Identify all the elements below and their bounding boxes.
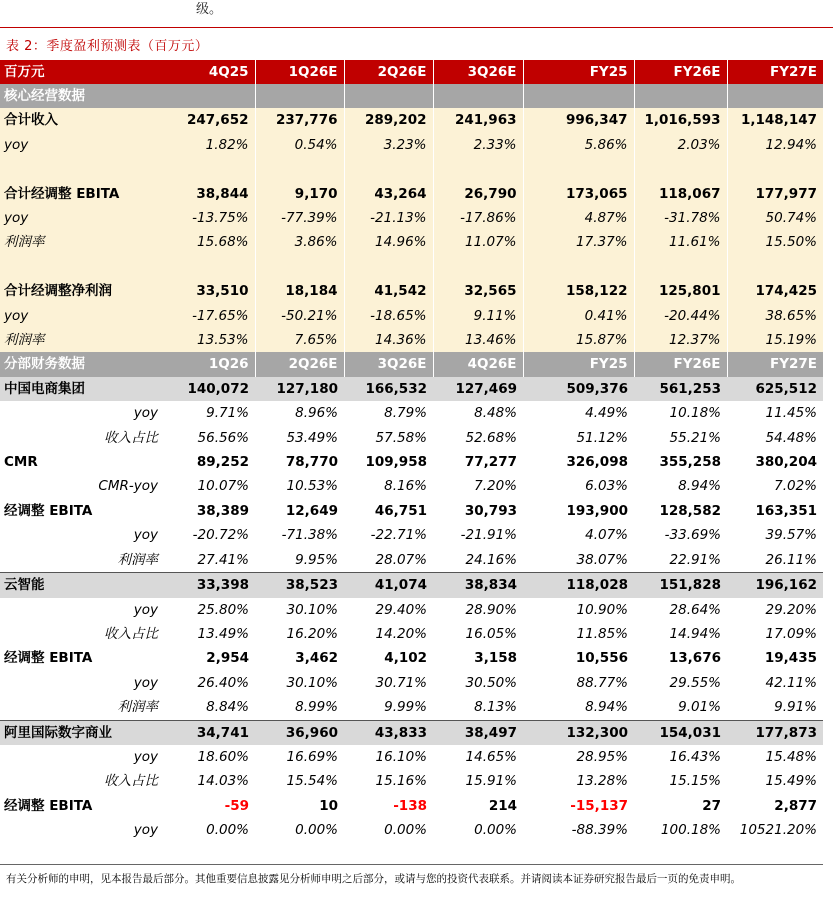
table-cell: 561,253 xyxy=(634,377,727,401)
table-cell: 26.11% xyxy=(727,548,823,573)
table-cell: 29.20% xyxy=(727,598,823,622)
table-row xyxy=(0,304,823,328)
table-cell: 16.20% xyxy=(255,622,344,646)
column-header: FY25 xyxy=(523,60,634,84)
table-cell: 12,649 xyxy=(255,499,344,523)
table-cell: 0.00% xyxy=(255,818,344,842)
table-cell: 11.07% xyxy=(433,230,523,254)
table-cell: 2.03% xyxy=(634,133,727,157)
table-cell: 8.48% xyxy=(433,401,523,425)
table-cell: 1,148,147 xyxy=(727,108,823,132)
spacer-row xyxy=(0,157,823,181)
table-cell: 14.20% xyxy=(344,622,433,646)
table-cell: 193,900 xyxy=(523,499,634,523)
table-cell xyxy=(166,157,255,181)
header-row xyxy=(0,60,823,84)
table-cell: -59 xyxy=(166,794,255,818)
table-cell: -138 xyxy=(344,794,433,818)
column-header: FY27E xyxy=(727,352,823,376)
row-label: 利润率 xyxy=(0,328,166,352)
table-cell: 15.48% xyxy=(727,745,823,769)
table-cell: 38,834 xyxy=(433,573,523,598)
table-cell xyxy=(634,255,727,279)
table-cell: 38.65% xyxy=(727,304,823,328)
table-row xyxy=(0,182,823,206)
table-cell: 22.91% xyxy=(634,548,727,573)
table-cell xyxy=(344,255,433,279)
table-cell: 30,793 xyxy=(433,499,523,523)
table-row xyxy=(0,206,823,230)
column-header: FY27E xyxy=(727,60,823,84)
table-cell: 177,977 xyxy=(727,182,823,206)
column-header: FY26E xyxy=(634,60,727,84)
table-cell: 4,102 xyxy=(344,646,433,670)
table-cell: 3,158 xyxy=(433,646,523,670)
table-cell: 15.19% xyxy=(727,328,823,352)
table-cell: 28.90% xyxy=(433,598,523,622)
table-row xyxy=(0,695,823,720)
table-row xyxy=(0,450,823,474)
table-cell: 151,828 xyxy=(634,573,727,598)
table-cell: 88.77% xyxy=(523,671,634,695)
table-cell: 0.00% xyxy=(344,818,433,842)
table-cell: 41,074 xyxy=(344,573,433,598)
row-label: 利润率 xyxy=(0,695,166,720)
table-cell: 15.16% xyxy=(344,769,433,793)
row-label: 中国电商集团 xyxy=(0,377,166,401)
table-cell: 100.18% xyxy=(634,818,727,842)
forecast-table xyxy=(0,60,823,843)
table-cell: 128,582 xyxy=(634,499,727,523)
table-cell: 15.87% xyxy=(523,328,634,352)
table-cell: 4.49% xyxy=(523,401,634,425)
table-cell: 127,469 xyxy=(433,377,523,401)
row-label: 合计经调整净利润 xyxy=(0,279,166,303)
table-cell xyxy=(433,255,523,279)
table-cell: 10521.20% xyxy=(727,818,823,842)
table-cell: 26,790 xyxy=(433,182,523,206)
table-row xyxy=(0,622,823,646)
table-cell: 118,028 xyxy=(523,573,634,598)
table-cell: -22.71% xyxy=(344,523,433,547)
table-cell: 38,844 xyxy=(166,182,255,206)
table-row xyxy=(0,818,823,842)
table-cell: 14.96% xyxy=(344,230,433,254)
table-cell: 15.54% xyxy=(255,769,344,793)
table-cell: 7.65% xyxy=(255,328,344,352)
table-row xyxy=(0,794,823,818)
table-cell: 43,833 xyxy=(344,720,433,745)
table-cell: 14.94% xyxy=(634,622,727,646)
table-cell: 10.53% xyxy=(255,474,344,498)
table-cell: 11.61% xyxy=(634,230,727,254)
table-cell: 9.11% xyxy=(433,304,523,328)
table-cell: 10.90% xyxy=(523,598,634,622)
table-cell: -20.44% xyxy=(634,304,727,328)
table-cell: 30.10% xyxy=(255,671,344,695)
table-cell: 12.94% xyxy=(727,133,823,157)
table-cell: -21.91% xyxy=(433,523,523,547)
row-label: 经调整 EBITA xyxy=(0,646,166,670)
table-cell: 16.05% xyxy=(433,622,523,646)
table-cell: 54.48% xyxy=(727,426,823,450)
segment-row xyxy=(0,377,823,401)
table-cell: 166,532 xyxy=(344,377,433,401)
table-cell: 29.40% xyxy=(344,598,433,622)
column-header: 3Q26E xyxy=(433,60,523,84)
column-header: FY26E xyxy=(634,352,727,376)
table-cell xyxy=(727,255,823,279)
table-cell: 10,556 xyxy=(523,646,634,670)
table-cell: 30.71% xyxy=(344,671,433,695)
row-label: CMR xyxy=(0,450,166,474)
table-cell: 109,958 xyxy=(344,450,433,474)
table-cell: 41,542 xyxy=(344,279,433,303)
table-row xyxy=(0,523,823,547)
table-cell: 38,389 xyxy=(166,499,255,523)
table-cell: 28.95% xyxy=(523,745,634,769)
table-cell: 9.99% xyxy=(344,695,433,720)
table-cell: -88.39% xyxy=(523,818,634,842)
row-label: yoy xyxy=(0,598,166,622)
table-cell: 9.01% xyxy=(634,695,727,720)
table-cell: 8.84% xyxy=(166,695,255,720)
table-cell: 15.50% xyxy=(727,230,823,254)
core-section-header xyxy=(0,84,823,108)
table-cell: 3,462 xyxy=(255,646,344,670)
table-cell xyxy=(344,157,433,181)
table-row xyxy=(0,671,823,695)
table-cell: 3.23% xyxy=(344,133,433,157)
table-cell: 14.65% xyxy=(433,745,523,769)
table-cell: 89,252 xyxy=(166,450,255,474)
disclaimer-footer: 有关分析师的申明，见本报告最后部分。其他重要信息披露见分析师申明之后部分，或请与您的投资代表联系。并请阅读本证券研究报告最后一页的免责申明。 xyxy=(6,873,741,885)
table-row xyxy=(0,133,823,157)
table-row xyxy=(0,745,823,769)
table-cell: 46,751 xyxy=(344,499,433,523)
table-cell: 0.54% xyxy=(255,133,344,157)
section-label: 分部财务数据 xyxy=(0,352,166,376)
table-cell: 51.12% xyxy=(523,426,634,450)
table-cell xyxy=(255,255,344,279)
row-label: yoy xyxy=(0,304,166,328)
table-cell: 29.55% xyxy=(634,671,727,695)
table-cell: 13.53% xyxy=(166,328,255,352)
table-cell: 13.49% xyxy=(166,622,255,646)
row-label xyxy=(0,255,166,279)
empty-cell xyxy=(727,84,823,108)
table-cell: 25.80% xyxy=(166,598,255,622)
table-row xyxy=(0,548,823,573)
table-cell: 27 xyxy=(634,794,727,818)
table-row xyxy=(0,499,823,523)
table-cell: 158,122 xyxy=(523,279,634,303)
table-cell: 174,425 xyxy=(727,279,823,303)
table-cell: -13.75% xyxy=(166,206,255,230)
table-cell: 55.21% xyxy=(634,426,727,450)
top-divider xyxy=(0,27,833,28)
table-cell: -18.65% xyxy=(344,304,433,328)
table-cell: 118,067 xyxy=(634,182,727,206)
table-cell: 17.37% xyxy=(523,230,634,254)
row-label: 利润率 xyxy=(0,548,166,573)
table-cell: 154,031 xyxy=(634,720,727,745)
table-cell: 2.33% xyxy=(433,133,523,157)
table-cell: -17.86% xyxy=(433,206,523,230)
table-cell: 50.74% xyxy=(727,206,823,230)
table-cell: 196,162 xyxy=(727,573,823,598)
table-cell: 8.94% xyxy=(634,474,727,498)
table-cell: 4.87% xyxy=(523,206,634,230)
table-cell: 52.68% xyxy=(433,426,523,450)
table-cell: 33,398 xyxy=(166,573,255,598)
row-label xyxy=(0,157,166,181)
column-header: 1Q26 xyxy=(166,352,255,376)
column-header: FY25 xyxy=(523,352,634,376)
table-row xyxy=(0,279,823,303)
table-cell: 173,065 xyxy=(523,182,634,206)
table-cell: 28.07% xyxy=(344,548,433,573)
table-cell: 8.13% xyxy=(433,695,523,720)
table-cell: 18.60% xyxy=(166,745,255,769)
table-cell: 15.15% xyxy=(634,769,727,793)
row-label: 阿里国际数字商业 xyxy=(0,720,166,745)
row-label: 合计收入 xyxy=(0,108,166,132)
table-cell: 14.03% xyxy=(166,769,255,793)
table-cell: 10 xyxy=(255,794,344,818)
table-cell: 8.16% xyxy=(344,474,433,498)
table-cell: 8.79% xyxy=(344,401,433,425)
table-cell: 42.11% xyxy=(727,671,823,695)
table-cell xyxy=(523,157,634,181)
table-row xyxy=(0,230,823,254)
table-row xyxy=(0,401,823,425)
table-cell: 14.36% xyxy=(344,328,433,352)
column-header: 4Q26E xyxy=(433,352,523,376)
table-cell: 289,202 xyxy=(344,108,433,132)
table-cell: 2,954 xyxy=(166,646,255,670)
table-cell: -77.39% xyxy=(255,206,344,230)
table-cell: 9.91% xyxy=(727,695,823,720)
column-header: 2Q26E xyxy=(344,60,433,84)
segment-section-header xyxy=(0,352,823,376)
table-cell: 2,877 xyxy=(727,794,823,818)
table-cell xyxy=(433,157,523,181)
table-cell: 10.07% xyxy=(166,474,255,498)
table-cell: 9,170 xyxy=(255,182,344,206)
row-label: yoy xyxy=(0,523,166,547)
row-label: 收入占比 xyxy=(0,426,166,450)
table-cell: 7.20% xyxy=(433,474,523,498)
empty-cell xyxy=(344,84,433,108)
segment-row xyxy=(0,720,823,745)
table-cell xyxy=(634,157,727,181)
table-cell: 30.50% xyxy=(433,671,523,695)
table-cell: -20.72% xyxy=(166,523,255,547)
table-cell: 140,072 xyxy=(166,377,255,401)
table-row xyxy=(0,426,823,450)
table-cell: 33,510 xyxy=(166,279,255,303)
table-cell: 509,376 xyxy=(523,377,634,401)
table-cell: 15.68% xyxy=(166,230,255,254)
table-row xyxy=(0,328,823,352)
table-cell: 241,963 xyxy=(433,108,523,132)
table-cell: 5.86% xyxy=(523,133,634,157)
table-cell xyxy=(727,157,823,181)
row-label: yoy xyxy=(0,818,166,842)
table-cell: -33.69% xyxy=(634,523,727,547)
table-cell xyxy=(166,255,255,279)
row-label: 利润率 xyxy=(0,230,166,254)
table-cell: 53.49% xyxy=(255,426,344,450)
table-cell: 8.99% xyxy=(255,695,344,720)
row-label: yoy xyxy=(0,671,166,695)
table-cell: 56.56% xyxy=(166,426,255,450)
table-cell: 43,264 xyxy=(344,182,433,206)
top-text-fragment: 级。 xyxy=(196,2,223,17)
table-cell: 24.16% xyxy=(433,548,523,573)
table-cell: 127,180 xyxy=(255,377,344,401)
table-cell: -17.65% xyxy=(166,304,255,328)
table-cell: 0.00% xyxy=(166,818,255,842)
table-cell: 4.07% xyxy=(523,523,634,547)
table-cell: 177,873 xyxy=(727,720,823,745)
table-cell: -71.38% xyxy=(255,523,344,547)
table-cell: 7.02% xyxy=(727,474,823,498)
table-row xyxy=(0,474,823,498)
table-title: 表 2：季度盈利预测表（百万元） xyxy=(6,39,209,54)
column-header: 2Q26E xyxy=(255,352,344,376)
table-cell: 30.10% xyxy=(255,598,344,622)
table-cell: 32,565 xyxy=(433,279,523,303)
table-cell: 6.03% xyxy=(523,474,634,498)
column-header: 4Q25 xyxy=(166,60,255,84)
table-cell: -15,137 xyxy=(523,794,634,818)
table-cell: 996,347 xyxy=(523,108,634,132)
table-row xyxy=(0,108,823,132)
column-header: 1Q26E xyxy=(255,60,344,84)
table-cell: 9.95% xyxy=(255,548,344,573)
table-cell: 247,652 xyxy=(166,108,255,132)
empty-cell xyxy=(255,84,344,108)
table-cell: 27.41% xyxy=(166,548,255,573)
table-row xyxy=(0,598,823,622)
table-cell: 13.28% xyxy=(523,769,634,793)
footer-divider xyxy=(0,864,823,865)
spacer-row xyxy=(0,255,823,279)
row-label: yoy xyxy=(0,206,166,230)
table-cell: -31.78% xyxy=(634,206,727,230)
table-cell: 38,523 xyxy=(255,573,344,598)
table-cell: 125,801 xyxy=(634,279,727,303)
table-cell: 12.37% xyxy=(634,328,727,352)
table-cell xyxy=(255,157,344,181)
table-cell: 355,258 xyxy=(634,450,727,474)
header-label: 百万元 xyxy=(0,60,166,84)
table-cell: 132,300 xyxy=(523,720,634,745)
table-cell: 15.91% xyxy=(433,769,523,793)
table-cell: 10.18% xyxy=(634,401,727,425)
table-cell: 17.09% xyxy=(727,622,823,646)
table-cell: 18,184 xyxy=(255,279,344,303)
row-label: 经调整 EBITA xyxy=(0,499,166,523)
column-header: 3Q26E xyxy=(344,352,433,376)
table-cell: 13.46% xyxy=(433,328,523,352)
table-cell: 0.00% xyxy=(433,818,523,842)
table-cell: 77,277 xyxy=(433,450,523,474)
table-cell: 1,016,593 xyxy=(634,108,727,132)
table-cell: 625,512 xyxy=(727,377,823,401)
table-cell: 19,435 xyxy=(727,646,823,670)
row-label: 云智能 xyxy=(0,573,166,598)
table-cell: 16.69% xyxy=(255,745,344,769)
table-cell: 380,204 xyxy=(727,450,823,474)
table-cell: 11.85% xyxy=(523,622,634,646)
table-cell: 16.43% xyxy=(634,745,727,769)
table-cell: 237,776 xyxy=(255,108,344,132)
empty-cell xyxy=(433,84,523,108)
table-cell: 38,497 xyxy=(433,720,523,745)
table-cell: 11.45% xyxy=(727,401,823,425)
table-cell: 57.58% xyxy=(344,426,433,450)
table-cell: 326,098 xyxy=(523,450,634,474)
table-cell: -50.21% xyxy=(255,304,344,328)
table-cell xyxy=(523,255,634,279)
table-cell: 0.41% xyxy=(523,304,634,328)
table-cell: 8.96% xyxy=(255,401,344,425)
empty-cell xyxy=(523,84,634,108)
table-cell: -21.13% xyxy=(344,206,433,230)
row-label: CMR-yoy xyxy=(0,474,166,498)
row-label: 收入占比 xyxy=(0,622,166,646)
table-cell: 26.40% xyxy=(166,671,255,695)
table-cell: 8.94% xyxy=(523,695,634,720)
row-label: yoy xyxy=(0,745,166,769)
table-cell: 36,960 xyxy=(255,720,344,745)
table-cell: 78,770 xyxy=(255,450,344,474)
row-label: 合计经调整 EBITA xyxy=(0,182,166,206)
table-cell: 38.07% xyxy=(523,548,634,573)
table-cell: 16.10% xyxy=(344,745,433,769)
table-cell: 39.57% xyxy=(727,523,823,547)
section-label: 核心经营数据 xyxy=(0,84,166,108)
table-cell: 15.49% xyxy=(727,769,823,793)
table-cell: 28.64% xyxy=(634,598,727,622)
row-label: 收入占比 xyxy=(0,769,166,793)
segment-row xyxy=(0,573,823,598)
empty-cell xyxy=(166,84,255,108)
table-cell: 214 xyxy=(433,794,523,818)
table-row xyxy=(0,769,823,793)
row-label: 经调整 EBITA xyxy=(0,794,166,818)
table-cell: 34,741 xyxy=(166,720,255,745)
table-cell: 1.82% xyxy=(166,133,255,157)
table-row xyxy=(0,646,823,670)
table-cell: 3.86% xyxy=(255,230,344,254)
row-label: yoy xyxy=(0,401,166,425)
empty-cell xyxy=(634,84,727,108)
row-label: yoy xyxy=(0,133,166,157)
table-cell: 13,676 xyxy=(634,646,727,670)
table-cell: 9.71% xyxy=(166,401,255,425)
table-cell: 163,351 xyxy=(727,499,823,523)
